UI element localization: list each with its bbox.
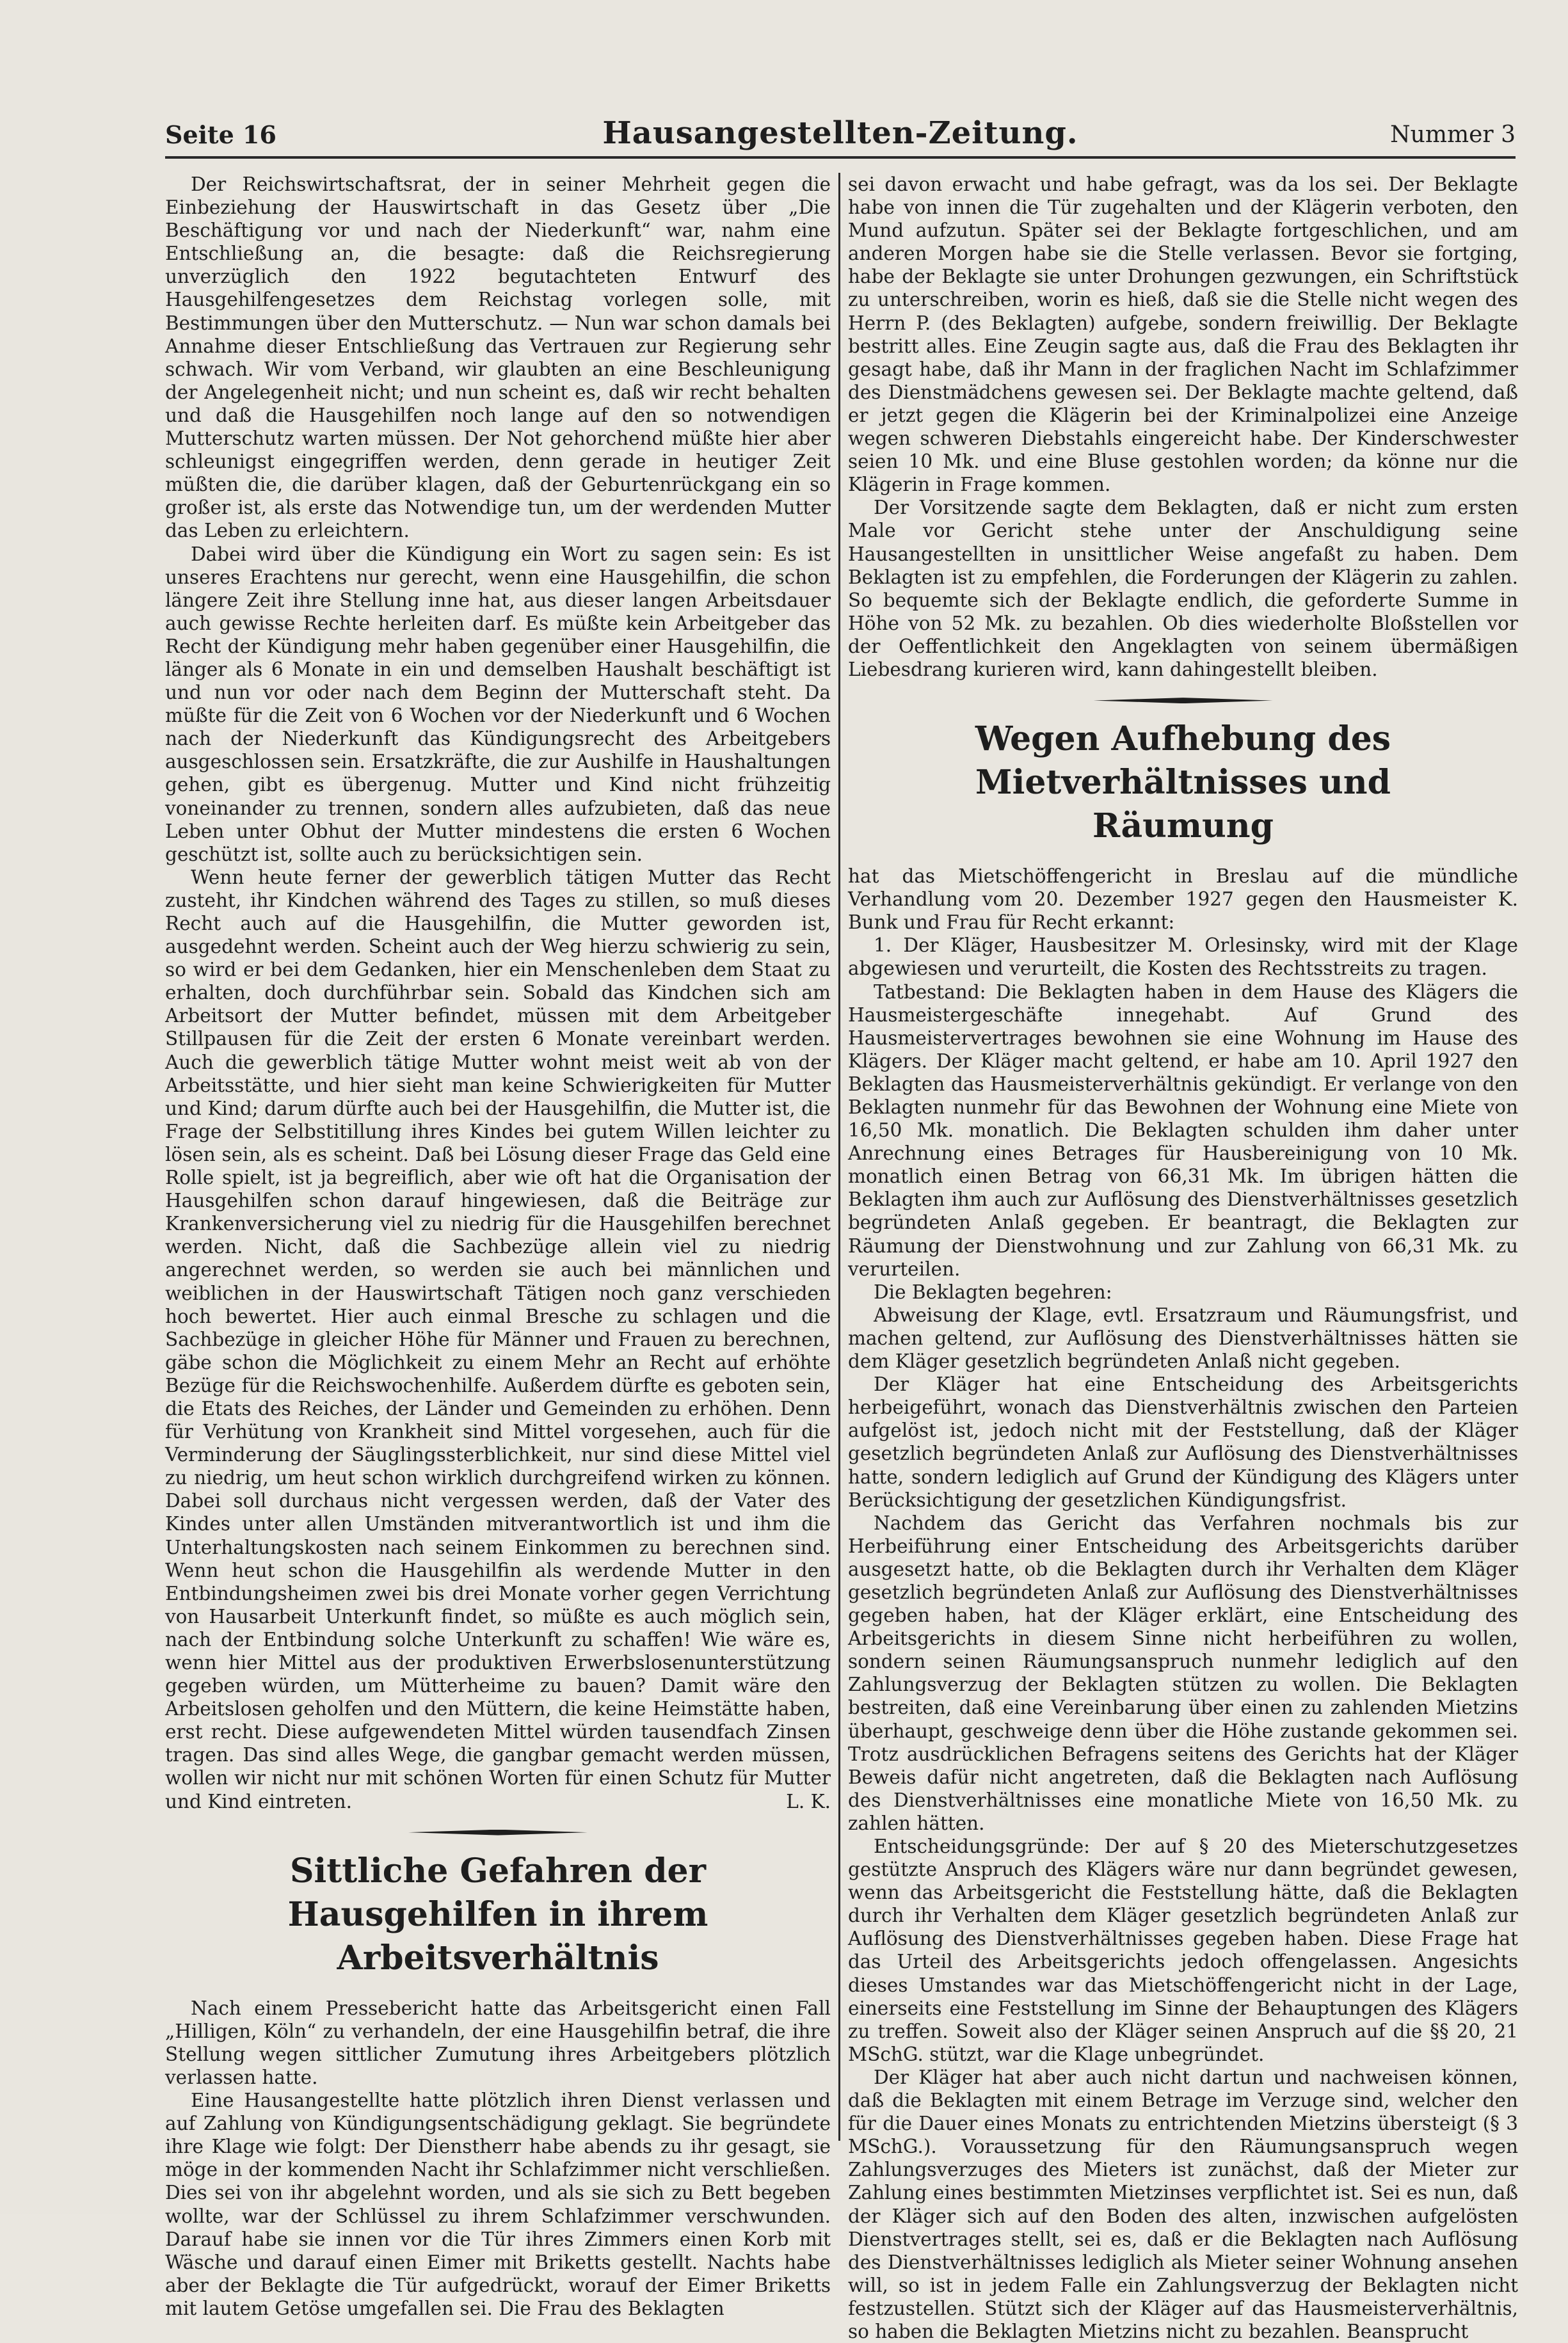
left-column [165,173,831,2319]
article3-paragraph: Die Beklagten begehren: [874,1281,1112,1303]
article2-paragraph: Nach einem Pressebericht hatte das Arbeitsgericht einen Fall „Hilligen, Köln“ zu verhandeln, der eine Hausgehilfin betraf, die ihre Stellung wegen sittlicher Zumutung ihres Arbeitgebers plötzlich verlassen hatte. [165,1997,831,2088]
article3-heading-line: Wegen Aufhebung des Mietverhältnisses und [975,719,1391,803]
article2-paragraph: Eine Hausangestellte hatte plötzlich ihren Dienst verlassen und auf Zahlung von Kündigungsentschädigung geklagt. Sie begründete ihre Klage wie folgt: Der Dienstherr habe abends zu ihr gesagt, sie möge in der kommenden Nacht ihr Schlafzimmer nicht verschließen. Dies sei von ihr abgelehnt worden, und als sie sich zu Bett begeben wollte, war der Schlüssel zu ihrem Schlafzimmer verschwunden. Darauf habe sie innen vor die Tür ihres Zimmers einen Korb mit Wäsche und darauf einen Eimer mit Briketts gestellt. Nachts habe aber der Beklagte die Tür aufgedrückt, worauf der Eimer Briketts mit lautem Getöse umgefallen sei. Die Frau des Beklagten [165,2090,831,2319]
page-header [165,115,1516,159]
article1-paragraph-text: Wenn heute ferner der gewerblich tätigen Mutter das Recht zusteht, ihr Kindchen während des Tages zu stillen, so muß dieses Recht auch auf die Hausgehilfin, die Mutter geworden ist, ausgedehnt werden. Scheint auch der Weg hierzu schwierig zu sein, so wird er bei dem Gedanken, hier ein Menschenleben dem Staat zu erhalten, doch durchführbar sein. Sobald das Kindchen sich am Arbeitsort der Mutter befindet, müssen mit dem Arbeitgeber Stillpausen für die Zeit der ersten 6 Monate vereinbart werden. Auch die gewerblich tätige Mutter wohnt meist weit ab von der Arbeitsstätte, und hier sieht man keine Schwierigkeiten für Mutter und Kind; darum dürfte auch bei der Hausgehilfin, die Mutter ist, die Frage der Selbstitillung ihres Kindes bei gutem Willen leichter zu lösen sein, als es scheint. Daß bei Lösung dieser Frage das Geld eine Rolle spielt, ist ja begreiflich, aber wie oft hat die Organisation der Hausgehilfen schon darauf hingewiesen, daß die Beiträge zur Krankenversicherung viel zu niedrig für die Hausgehilfen berechnet werden. Nicht, daß die Sachbezüge allein viel zu niedrig angerechnet werden, so werden sie auch bei männlichen und weiblichen in der Hauswirtschaft Tätigen noch ganz verschieden hoch bewertet. Hier auch einmal Bresche zu schlagen und die Sachbezüge in gleicher Höhe für Männer und Frauen zu berechnen, gäbe schon die Möglichkeit zu einem Mehr an Recht auf erhöhte Bezüge für die Reichswochenhilfe. Außerdem dürfte es geboten sein, die Etats des Reiches, der Länder und Gemeinden zu erhöhen. Denn für Verhütung von Krankheit sind Mittel vorgesehen, auch für die Verminderung der Säuglingssterblichkeit, nur sind diese Mittel viel zu niedrig, um heut schon wirklich durchgreifend wirken zu können. Dabei soll durchaus nicht vergessen werden, daß der Vater des Kindes unter allen Umständen mitverantwortlich ist und ihm die Unterhaltungskosten nach seinem Einkommen zu berechnen sind. Wenn heut schon die Hausgehilfin als werdende Mutter in den Entbindungsheimen zwei bis drei Monate vorher gegen Verrichtung von Hausarbeit Unterkunft findet, so müßte es auch möglich sein, nach der Entbindung solche Unterkunft zu schaffen! Wie wäre es, wenn hier Mittel aus der produktiven Erwerbslosenunterstützung gegeben würden, um Mütterheime zu bauen? Damit wäre den Arbeitslosen geholfen und den Müttern, die keine Heimstätte haben, erst recht. Diese aufgewendeten Mittel würden tausendfach Zinsen tragen. Das sind alles Wege, die gangbar gemacht werden müssen, wollen wir nicht nur mit schönen Worten für einen Schutz für Mutter und Kind eintreten. [165,866,831,1812]
article2-heading [165,1850,831,1980]
article3-paragraph: Tatbestand: Die Beklagten haben in dem Hause des Klägers die Hausmeistergeschäfte innegehabt. Auf Grund des Hausmeistervertrages bewohnen sie eine Wohnung im Hause des Klägers. Der Kläger macht geltend, er habe am 10. April 1927 den Beklagten das Hausmeisterverhältnis gekündigt. Er verlange von den Beklagten nunmehr für das Bewohnen der Wohnung eine Miete von 16,50 Mk. monatlich. Die Beklagten schulden ihm daher unter Anrechnung eines Betrages für Hausbereinigung von 10 Mk. monatlich einen Betrag von 66,31 Mk. Im übrigen hätten die Beklagten ihm auch zur Auflösung des Dienstverhältnisses gesetzlich begründeten Anlaß gegeben. Er beantragt, die Beklagten zur Räumung der Dienstwohnung und zur Zahlung von 66,31 Mk. zu verurteilen. [848,980,1518,1280]
article-separator [1094,698,1273,703]
article3-paragraph: Nachdem das Gericht das Verfahren nochmals bis zur Herbeiführung einer Entscheidung des Arbeitsgerichts darüber ausgesetzt hatte, ob die Beklagten durch ihr Verhalten dem Kläger gesetzlich begründeten Anlaß zur Auflösung des Dienstverhältnisses gegeben haben, hat der Kläger erklärt, eine Entscheidung des Arbeitsgerichts in diesem Sinne nicht herbeiführen zu wollen, sondern seinen Räumungsanspruch nunmehr lediglich auf den Zahlungsverzug der Beklagten stützen zu wollen. Die Beklagten bestreiten, daß eine Vereinbarung über einen zu zahlenden Mietzins überhaupt, geschweige denn über die Höhe zustande gekommen sei. Trotz ausdrücklichen Befragens seitens des Gerichts hat der Kläger Beweis dafür nicht angetreten, daß die Beklagten nach Auflösung des Dienstverhältnisses eine monatliche Miete von 16,50 Mk. zu zahlen hätten. [848,1512,1518,1834]
article1-signature: L. K. [786,1790,831,1812]
article3-heading [848,717,1518,848]
article2-continuation-paragraph: Der Vorsitzende sagte dem Beklagten, daß er nicht zum ersten Male vor Gericht stehe unter der Anschuldigung seine Hausangestellten in unsittlicher Weise angefaßt zu haben. Dem Beklagten ist zu empfehlen, die Forderungen der Klägerin zu zahlen. So bequemte sich der Beklagte endlich, die geforderte Summe in Höhe von 52 Mk. zu bezahlen. Ob dies wiederholte Bloßstellen vor der Oeffentlichkeit den Angeklagten von seinem übermäßigen Liebesdrang kurieren wird, kann dahingestellt bleiben. [848,497,1518,680]
article-separator [408,1830,588,1835]
page-number: Seite 16 [165,120,276,149]
column-divider [838,173,840,2141]
article2-continuation-paragraph: sei davon erwacht und habe gefragt, was da los sei. Der Beklagte habe von innen die Tür zugehalten und der Klägerin verboten, den Mund aufzutun. Später sei der Beklagte fortgeschlichen, und am anderen Morgen habe sie die Stelle verlassen. Bevor sie fortging, habe der Beklagte sie unter Drohungen gezwungen, ein Schriftstück zu unterschreiben, worin es hieß, daß sie die Stelle nicht wegen des Herrn P. (des Beklagten) aufgebe, sondern freiwillig. Der Beklagte bestritt alles. Eine Zeugin sagte aus, daß die Frau des Beklagten ihr gesagt habe, daß ihr Mann in der fraglichen Nacht im Schlafzimmer des Dienstmädchens gewesen sei. Der Beklagte machte geltend, daß er jetzt gegen die Klägerin bei der Kriminalpolizei eine Anzeige wegen schweren Diebstahls eingereicht habe. Der Kinderschwester seien 10 Mk. und eine Bluse gestohlen worden; da könne nur die Klägerin in Frage kommen. [848,173,1518,496]
newspaper-title: Hausangestellten-Zeitung. [602,115,1078,151]
article2-heading-line: Arbeitsverhältnis [337,1938,659,1978]
article2-heading-line: Sittliche Gefahren der Hausgehilfen in ihrem [287,1851,708,1934]
article3-heading-line: Räumung [1092,806,1274,846]
article1-paragraph: Der Reichswirtschaftsrat, der in seiner Mehrheit gegen die Einbeziehung der Hauswirtschaft in das Gesetz über „Die Beschäftigung vor und nach der Niederkunft“ war, nahm eine Entschließung an, die besagte: daß die Reichsregierung unverzüglich den 1922 begutachteten Entwurf des Hausgehilfengesetzes dem Reichstag vorlegen solle, mit Bestimmungen über den Mutterschutz. — Nun war schon damals bei Annahme dieser Entschließung das Vertrauen zur Regierung sehr schwach. Wir vom Verband, wir glaubten an eine Beschleunigung der Angelegenheit nicht; und nun scheint es, daß wir recht behalten und daß die Hausgehilfen noch lange auf den so notwendigen Mutterschutz warten müssen. Der Not gehorchend müßte hier aber schleunigst eingegriffen werden, denn gerade in heutiger Zeit müßten die, die darüber klagen, daß der Geburtenrückgang ein so großer ist, als erste das Notwendige tun, um der werdenden Mutter das Leben zu erleichtern. [165,173,831,542]
article3-paragraph: Entscheidungsgründe: Der auf § 20 des Mieterschutzgesetzes gestützte Anspruch des Klägers wäre nur dann begründet gewesen, wenn das Arbeitsgericht die Feststellung hätte, daß die Beklagten durch ihr Verhalten dem Kläger gesetzlich begründeten Anlaß zur Auflösung des Dienstverhältnisses gegeben haben. Diese Frage hat das Urteil des Arbeitsgerichts jedoch offengelassen. Angesichts dieses Umstandes war das Mietschöffengericht nicht in der Lage, einerseits eine Feststellung im Sinne der Behauptungen des Klägers zu treffen. Soweit also der Kläger seinen Anspruch auf die §§ 20, 21 MSchG. stützt, war die Klage unbegründet. [848,1835,1518,2065]
article3-paragraph: Abweisung der Klage, evtl. Ersatzraum und Räumungsfrist, und machen geltend, zur Auflösung des Dienstverhältnisses hätten sie dem Kläger gesetzlich begründeten Anlaß nicht gegeben. [848,1304,1518,1373]
issue-number: Nummer 3 [1390,122,1516,148]
article3-paragraph: 1. Der Kläger, Hausbesitzer M. Orlesinsky, wird mit der Klage abgewiesen und verurteilt, die Kosten des Rechtsstreits zu tragen. [848,934,1518,980]
article3-paragraph: Der Kläger hat eine Entscheidung des Arbeitsgerichts herbeigeführt, wonach das Dienstverhältnis zwischen den Parteien aufgelöst ist, jedoch nicht mit der Feststellung, daß der Kläger gesetzlich begründeten Anlaß zur Auflösung des Dienstverhältnisses hatte, sondern lediglich auf Grund der Kündigung des Klägers unter Berücksichtigung der gesetzlichen Kündigungsfrist. [848,1373,1518,1511]
article1-paragraph [165,866,831,1813]
article1-paragraph: Dabei wird über die Kündigung ein Wort zu sagen sein: Es ist unseres Erachtens nur gerecht, wenn eine Hausgehilfin, die schon längere Zeit ihre Stellung inne hat, aus dieser langen Arbeitsdauer auch gewisse Rechte herleiten darf. Es müßte kein Arbeitgeber das Recht der Kündigung mehr haben gegenüber einer Hausgehilfin, die länger als 6 Monate in ein und demselben Haushalt beschäftigt ist und nun vor oder nach dem Beginn der Mutterschaft steht. Da müßte für die Zeit von 6 Wochen vor der Niederkunft und 6 Wochen nach der Niederkunft das Kündigungsrecht des Arbeitgebers ausgeschlossen sein. Ersatzkräfte, die zur Aushilfe in Haushaltungen gehen, gibt es übergenug. Mutter und Kind nicht frühzeitig voneinander zu trennen, sondern alles aufzubieten, daß das neue Leben unter Obhut der Mutter mindestens die ersten 6 Wochen geschützt ist, sollte auch zu berücksichtigen sein. [165,543,831,865]
article3-paragraph: hat das Mietschöffengericht in Breslau auf die mündliche Verhandlung vom 20. Dezember 1927 gegen den Hausmeister K. Bunk und Frau für Recht erkannt: [848,865,1518,934]
right-column [848,173,1518,2342]
article3-paragraph: Der Kläger hat aber auch nicht dartun und nachweisen können, daß die Beklagten mit einem Betrage im Verzuge sind, welcher den für die Dauer eines Monats zu entrichtenden Mietzins übersteigt (§ 3 MSchG.). Voraussetzung für den Räumungsanspruch wegen Zahlungsverzuges des Mieters ist zunächst, daß der Mieter zur Zahlung eines bestimmten Mietzinses verpflichtet ist. Sei es nun, daß der Kläger sich auf den Boden des alten, inzwischen aufgelösten Dienstvertrages stellt, sei es, daß er die Beklagten nach Auflösung des Dienstverhältnisses lediglich als Mieter seiner Wohnung ansehen will, so ist in jedem Falle ein Zahlungsverzug der Beklagten nicht festzustellen. Stützt sich der Kläger auf das Hausmeisterverhältnis, so haben die Beklagten Mietzins nicht zu bezahlen. Beansprucht [848,2066,1518,2342]
